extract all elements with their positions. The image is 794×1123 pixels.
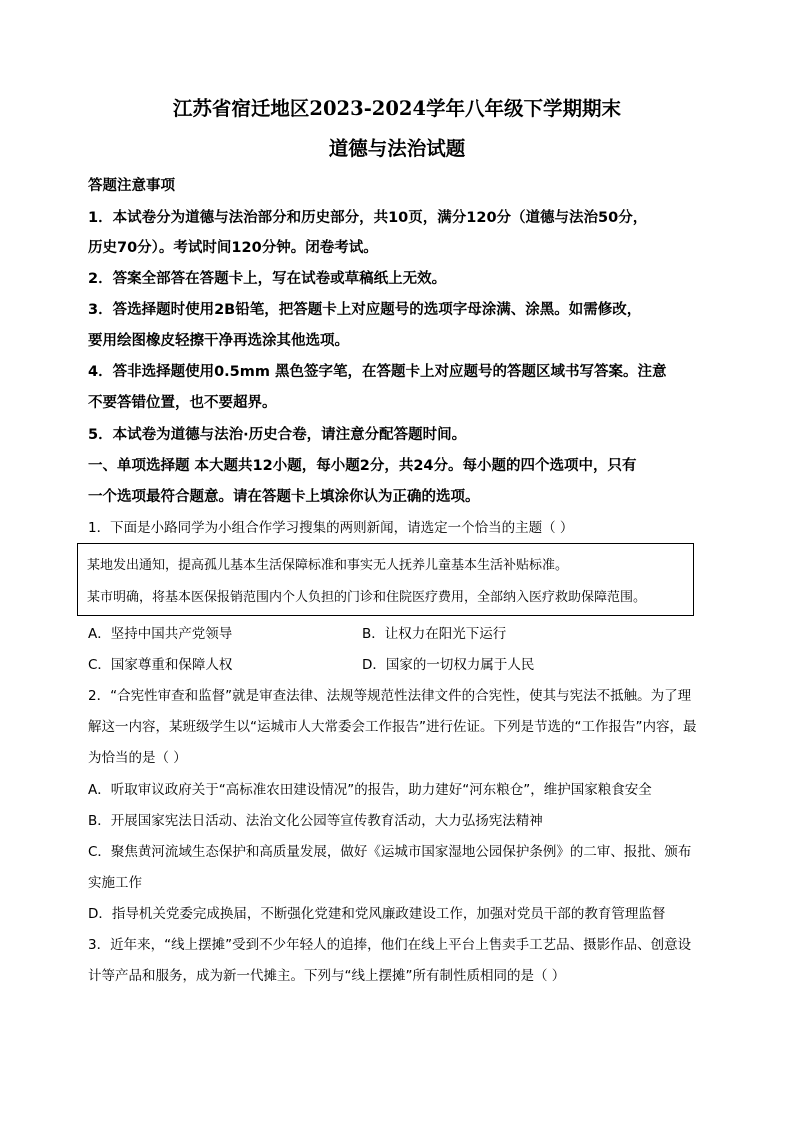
notice-item-4-cont: 不要答错位置，也不要超界。 [88,395,277,411]
question-1-option-c: C．国家尊重和保障人权 [88,657,233,673]
notice-item-2: 2．答案全部答在答题卡上，写在试卷或草稿纸上无效。 [88,271,447,287]
question-2-option-c-cont: 实施工作 [88,875,142,891]
question-3-stem-cont: 计等产品和服务，成为新一代摊主。下列与“线上摆摊”所有制性质相同的是（ ） [88,968,566,984]
section-heading-cont: 一个选项最符合题意。请在答题卡上填涂你认为正确的选项。 [88,489,480,505]
question-1-news-box [77,543,694,616]
exam-subject-title: 道德与法治试题 [328,137,466,160]
question-2-option-a: A．听取审议政府关于“高标准农田建设情况”的报告，助力建好“河东粮仓”，维护国家粮食安全 [88,782,652,798]
question-2-option-d: D．指导机关党委完成换届，不断强化党建和党风廉政建设工作，加强对党员干部的教育管理监督 [88,906,666,922]
notice-item-3-cont: 要用绘图橡皮轻擦干净再选涂其他选项。 [88,333,349,349]
notice-item-3: 3．答选择题时使用2B铅笔，把答题卡上对应题号的选项字母涂满、涂黑。如需修改， [88,302,642,318]
question-2-option-b: B．开展国家宪法日活动、法治文化公园等宣传教育活动，大力弘扬宪法精神 [88,813,543,829]
question-1-option-a: A．坚持中国共产党领导 [88,626,233,642]
question-2-option-c: C．聚焦黄河流域生态保护和高质量发展，做好《运城市国家湿地公园保护条例》的二审、报批、颁布 [88,844,692,860]
question-1-stem: 1．下面是小路同学为小组合作学习搜集的两则新闻，请选定一个恰当的主题（ ） [88,520,574,536]
news-item-1: 某地发出通知，提高孤儿基本生活保障标准和事实无人抚养儿童基本生活补贴标准。 [87,558,569,573]
notice-item-1-cont: 历史70分）。考试时间120分钟。闭卷考试。 [88,240,378,256]
question-2-stem-cont-1: 解这一内容，某班级学生以“运城市人大常委会工作报告”进行佐证。下列是节选的“工作报告”内容，最 [88,719,697,735]
question-3-stem: 3．近年来，“线上摆摊”受到不少年轻人的追捧，他们在线上平台上售卖手工艺品、摄影作品、创意设 [88,937,692,953]
exam-title: 江苏省宿迁地区2023-2024学年八年级下学期期末 [172,97,622,120]
section-heading: 一、单项选择题 本大题共12小题，每小题2分，共24分。每小题的四个选项中，只有 [88,458,637,474]
question-1-option-d: D．国家的一切权力属于人民 [362,657,535,673]
notice-item-4: 4．答非选择题使用0.5mm 黑色签字笔，在答题卡上对应题号的答题区域书写答案。注意 [88,364,667,380]
question-1-option-b: B．让权力在阳光下运行 [362,626,507,642]
notice-item-5: 5．本试卷为道德与法治·历史合卷，请注意分配答题时间。 [88,427,467,443]
notice-heading: 答题注意事项 [88,178,175,194]
question-2-stem-cont-2: 为恰当的是（ ） [88,750,187,766]
question-2-stem: 2．“合宪性审查和监督”就是审查法律、法规等规范性法律文件的合宪性，使其与宪法不抵触。为了理 [88,688,692,704]
news-item-2: 某市明确，将基本医保报销范围内个人负担的门诊和住院医疗费用，全部纳入医疗救助保障范围。 [87,590,647,605]
notice-item-1: 1．本试卷分为道德与法治部分和历史部分，共10页，满分120分（道德与法治50分， [88,210,648,226]
